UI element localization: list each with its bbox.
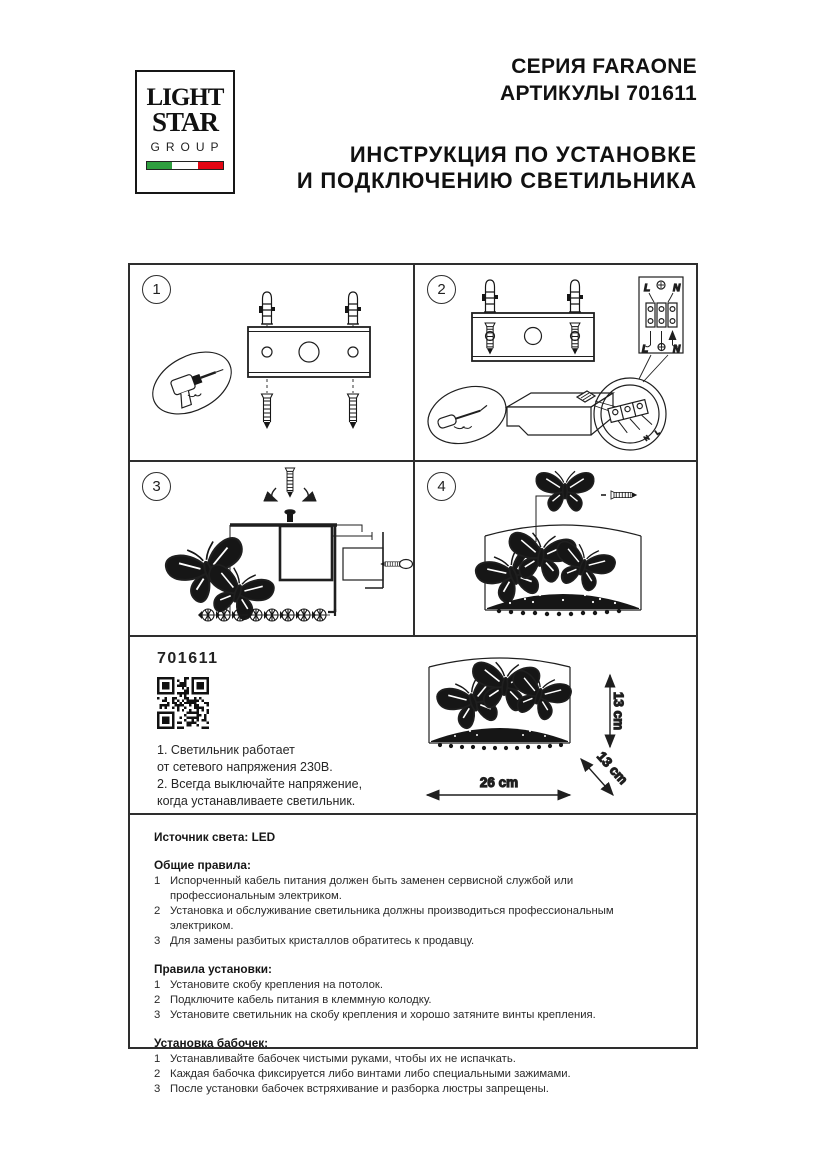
note-line-1: 1. Светильник работает xyxy=(157,743,295,757)
italian-flag xyxy=(146,161,224,170)
step-2-badge xyxy=(427,275,456,304)
instruction-title-block xyxy=(297,142,697,194)
logo-light-text: LIGHT xyxy=(146,84,224,111)
qr-code xyxy=(157,677,209,729)
instruction-title-line1: ИНСТРУКЦИЯ ПО УСТАНОВКЕ xyxy=(349,142,697,167)
step-3-number: 3 xyxy=(152,478,161,495)
note-line-3: 2. Всегда выключайте напряжение, xyxy=(157,777,363,791)
section-title: Правила установки: xyxy=(154,962,272,976)
note-line-2: от сетевого напряжения 230В. xyxy=(157,760,333,774)
list-item: 2 Установка и обслуживание светильника должны производиться профессиональным электриком. xyxy=(154,905,614,932)
wiring-neutral-bottom-label: N xyxy=(673,344,681,355)
step-4-diagram xyxy=(415,462,696,635)
step-1-diagram xyxy=(130,265,413,460)
product-panel xyxy=(130,637,696,813)
list-item: 1 Устанавливайте бабочек чистыми руками, чтобы их не испачкать. xyxy=(154,1053,516,1065)
section-general-rules xyxy=(154,858,672,949)
list-item: 1 Установите скобу крепления на потолок. xyxy=(154,979,383,991)
step-3-panel xyxy=(130,462,413,635)
section-butterfly-install xyxy=(154,1036,672,1097)
section-install-rules xyxy=(154,962,672,1023)
dim-depth-label: 13 cm xyxy=(593,748,631,788)
series-name: СЕРИЯ FARAONE xyxy=(511,55,697,78)
step-3-badge xyxy=(142,472,171,501)
step-1-panel xyxy=(130,265,413,460)
logo-star-text: STAR xyxy=(151,107,219,137)
list-item: 3 После установки бабочек встряхивание и разборка люстры запрещены. xyxy=(154,1083,549,1095)
article-line: АРТИКУЛЫ 701611 xyxy=(500,82,697,105)
step-3-diagram xyxy=(130,462,413,635)
list-item: 2 Каждая бабочка фиксируется либо винтами либо специальными зажимами. xyxy=(154,1068,571,1080)
dim-height-label: 13 cm xyxy=(611,691,626,731)
product-article: 701611 xyxy=(157,650,219,667)
flag-red xyxy=(198,162,223,169)
svg-text:L: L xyxy=(654,429,661,437)
note-line-4: когда устанавливаете светильник. xyxy=(157,794,356,808)
lightstar-logo xyxy=(135,70,235,194)
step-2-diagram xyxy=(415,265,696,460)
list-item: 1 Испорченный кабель питания должен быть заменен сервисной службой или профессиональным электриком. xyxy=(154,875,574,902)
step-2-panel xyxy=(415,265,696,460)
step-4-badge xyxy=(427,472,456,501)
list-item: 3 Для замены разбитых кристаллов обратитесь к продавцу. xyxy=(154,935,475,947)
series-title-block xyxy=(500,53,697,107)
wiring-live-top-label: L xyxy=(644,283,651,294)
section-title: Установка бабочек: xyxy=(154,1036,269,1050)
instruction-title-line2: И ПОДКЛЮЧЕНИЮ СВЕТИЛЬНИКА xyxy=(296,168,697,193)
step-4-panel xyxy=(415,462,696,635)
light-source-line: Источник света: LED xyxy=(154,830,276,844)
step-2-number: 2 xyxy=(437,281,446,298)
step-1-number: 1 xyxy=(152,281,161,298)
list-item: 2 Подключите кабель питания в клеммную колодку. xyxy=(154,994,432,1006)
flag-green xyxy=(147,162,172,169)
svg-text:N: N xyxy=(643,435,651,443)
dim-width-label: 26 cm xyxy=(479,775,519,790)
section-title: Общие правила: xyxy=(154,858,251,872)
dimension-drawing xyxy=(415,637,696,813)
wiring-neutral-top-label: N xyxy=(673,283,681,294)
step-1-badge xyxy=(142,275,171,304)
list-item: 3 Установите светильник на скобу крепления и хорошо затяните винты крепления. xyxy=(154,1009,596,1021)
step-4-number: 4 xyxy=(437,478,446,495)
instruction-grid xyxy=(128,263,698,1095)
flag-white xyxy=(172,162,197,169)
logo-group-text: GROUP xyxy=(150,139,225,154)
wiring-live-bottom-label: L xyxy=(642,344,649,355)
rules-panel xyxy=(130,815,696,1095)
